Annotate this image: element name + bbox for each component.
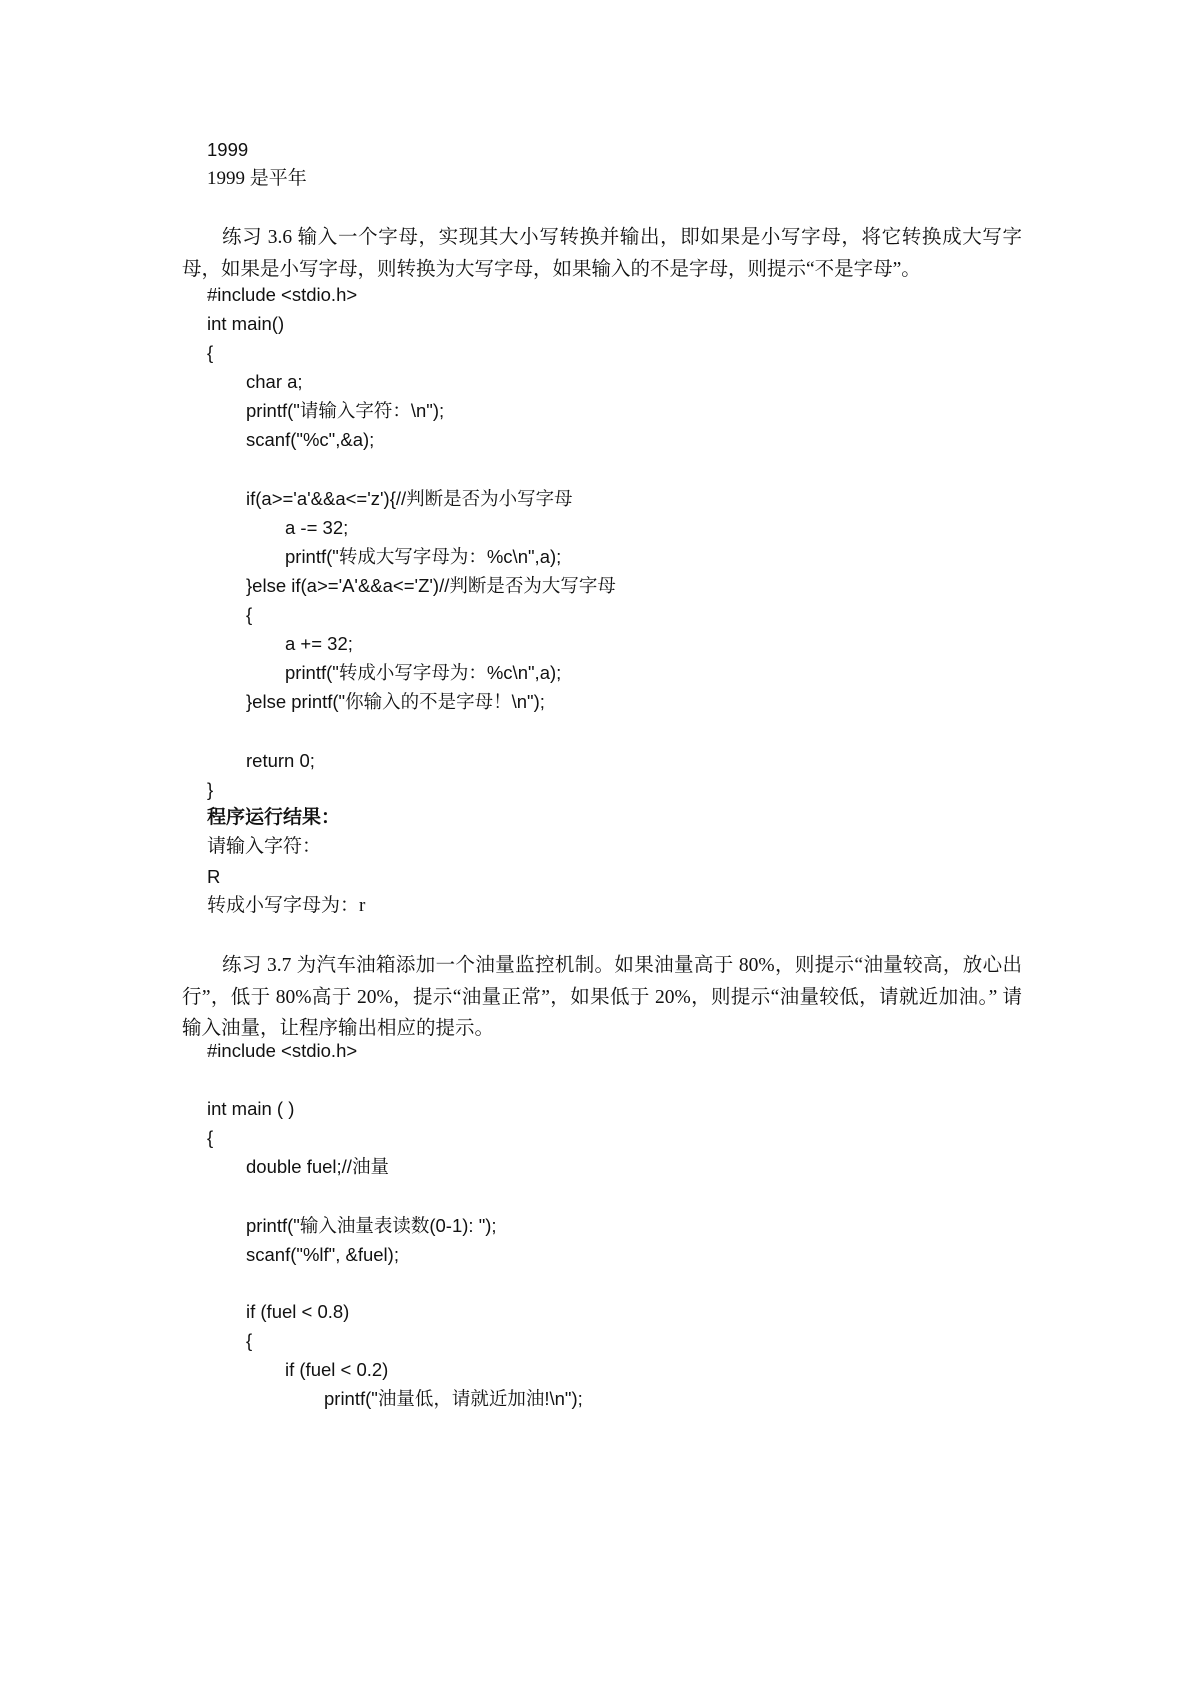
code-main-2: int main ( ) [207, 1098, 295, 1119]
code-char-decl: char a; [246, 371, 303, 392]
code-if-lowercase: if(a>='a'&&a<='z'){//判断是否为小写字母 [246, 488, 573, 509]
exercise-3-6-description: 练习 3.6 输入一个字母，实现其大小写转换并输出，即如果是小写字母，将它转换成大写字母，如果是小写字母，则转换为大写字母，如果输入的不是字母，则提示“不是字母”。 [182, 227, 1022, 280]
code-open-brace-4: { [246, 1330, 253, 1351]
code-scanf-fuel: scanf("%lf", &fuel); [246, 1244, 399, 1265]
output-year: 1999 [207, 139, 249, 160]
code-if-fuel-08: if (fuel < 0.8) [246, 1301, 350, 1322]
code-return: return 0; [246, 750, 315, 771]
result-input: R [207, 866, 221, 887]
code-if-fuel-02: if (fuel < 0.2) [285, 1359, 389, 1380]
code-printf-low-fuel: printf("油量低，请就近加油!\n"); [324, 1388, 583, 1409]
code-printf-fuel-prompt: printf("输入油量表读数(0-1): "); [246, 1215, 497, 1236]
result-output: 转成小写字母为：r [207, 895, 366, 916]
code-subtract-32: a -= 32; [285, 517, 349, 538]
code-open-brace-2: { [246, 604, 253, 625]
code-scanf: scanf("%c",&a); [246, 429, 375, 450]
code-include-2: #include <stdio.h> [207, 1040, 358, 1061]
output-year-result: 1999 是平年 [207, 168, 307, 189]
code-open-brace-3: { [207, 1127, 214, 1148]
code-else-not-letter: }else printf("你输入的不是字母！\n"); [246, 691, 545, 712]
code-else-if-uppercase: }else if(a>='A'&&a<='Z')//判断是否为大写字母 [246, 575, 616, 596]
code-printf-prompt: printf("请输入字符：\n"); [246, 400, 445, 421]
exercise-3-7-description: 练习 3.7 为汽车油箱添加一个油量监控机制。如果油量高于 80%，则提示“油量较高，放心出行”，低于 80%高于 20%，提示“油量正常”，如果低于 20%，则提示“油量较低，请就近加油。” 请输入油量，让程序输出相应的提示。 [182, 955, 1022, 1039]
code-fuel-decl: double fuel;//油量 [246, 1156, 389, 1177]
code-printf-upper: printf("转成大写字母为：%c\n",a); [285, 546, 562, 567]
code-open-brace: { [207, 342, 214, 363]
code-close-brace: } [207, 779, 214, 800]
code-printf-lower: printf("转成小写字母为：%c\n",a); [285, 662, 562, 683]
result-label: 程序运行结果： [207, 807, 341, 828]
result-prompt: 请输入字符： [207, 836, 322, 857]
code-main: int main() [207, 313, 285, 334]
code-include: #include <stdio.h> [207, 284, 358, 305]
code-add-32: a += 32; [285, 633, 353, 654]
